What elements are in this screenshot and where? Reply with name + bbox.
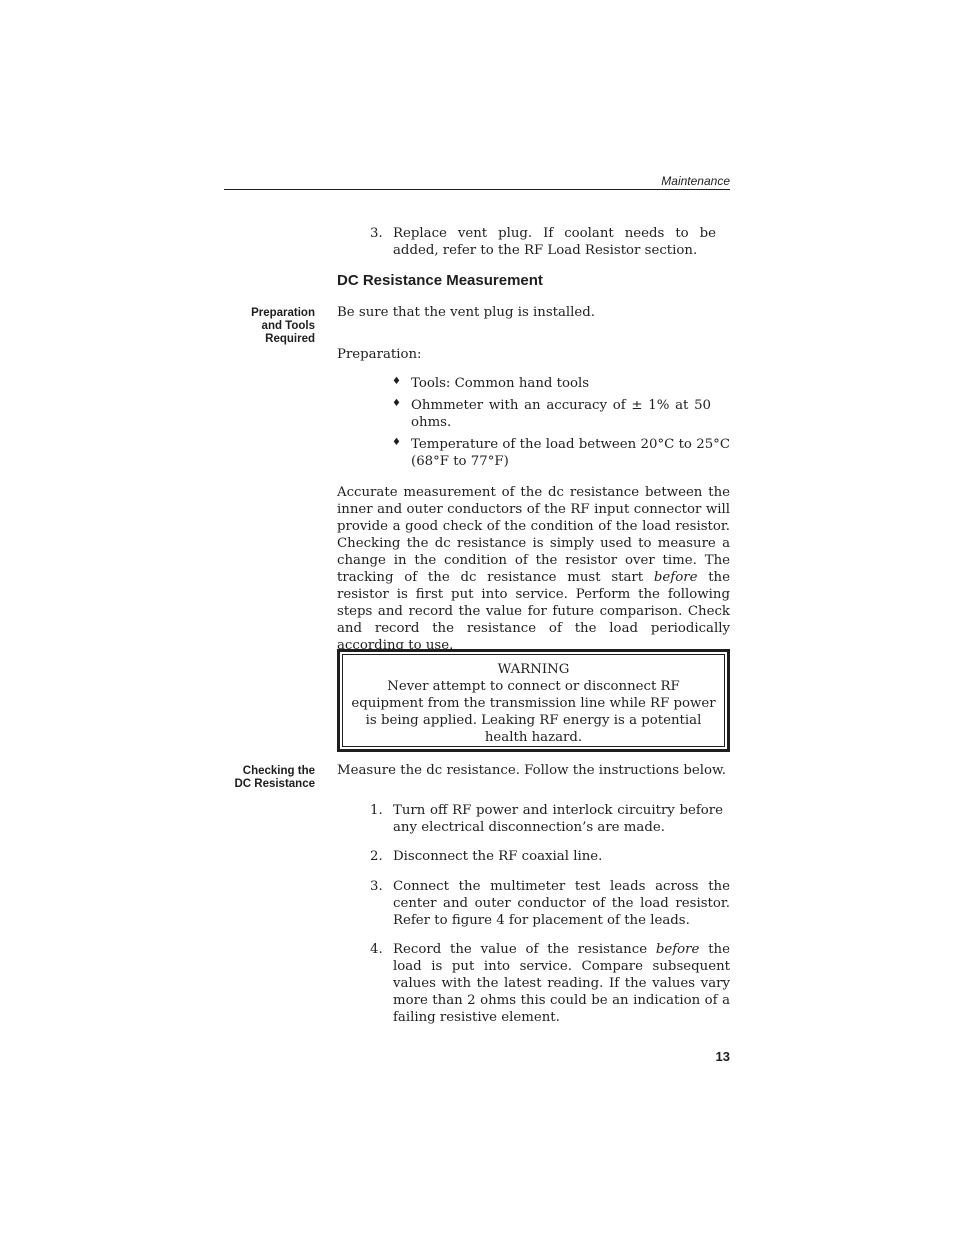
step-number: 4.	[370, 942, 383, 957]
body-text: the resistor is first put into service. Perform the following steps and record the value for future comparison. Check and record the resistance of the load periodically according to use.	[337, 570, 730, 653]
step-text: Connect the multimeter test leads across the center and outer conductor of the load resistor. Refer to figure 4 for placement of the leads.	[393, 879, 730, 928]
warning-text: Never attempt to connect or disconnect RF equipment from the transmission line while RF power is being applied. Leaking RF energy is a potential health hazard.	[351, 679, 716, 745]
side-label-checking	[196, 765, 315, 791]
step-text-part: the load is put into service. Compare subsequent values with the latest reading. If the values vary more than 2 ohms this could be an indication of a failing resistive element.	[393, 942, 730, 1025]
preparation-label: Preparation:	[337, 347, 422, 362]
side-label-preparation	[196, 307, 315, 346]
diamond-bullet-icon: ♦	[392, 376, 401, 387]
step-number: 3.	[370, 879, 383, 894]
warning-title: WARNING	[497, 662, 570, 677]
body-paragraph	[337, 484, 730, 654]
intro-step-number: 3.	[370, 226, 383, 241]
bullet-item: Tools: Common hand tools	[411, 376, 590, 391]
side-label-line: and Tools	[261, 320, 315, 332]
step-number: 1.	[370, 803, 383, 818]
section-heading: DC Resistance Measurement	[337, 272, 543, 289]
warning-box	[337, 649, 730, 752]
step-text: Turn off RF power and interlock circuitry before any electrical disconnection’s are made.	[393, 803, 723, 835]
warning-inner-frame	[342, 654, 725, 747]
step-text	[393, 941, 730, 1026]
page-number: 13	[715, 1049, 730, 1064]
side-label-line: Checking the	[242, 765, 315, 777]
step-number: 2.	[370, 849, 383, 864]
intro-step-text: Replace vent plug. If coolant needs to be added, refer to the RF Load Resistor section.	[393, 226, 716, 258]
bullet-item: Temperature of the load between 20°C to 25°C (68°F to 77°F)	[411, 437, 730, 469]
step-text: Disconnect the RF coaxial line.	[393, 849, 603, 864]
header-rule	[224, 189, 730, 190]
step-emphasis: before	[655, 942, 700, 957]
side-label-line: Required	[265, 333, 315, 345]
running-header: Maintenance	[661, 174, 730, 188]
diamond-bullet-icon: ♦	[392, 398, 401, 409]
checking-intro: Measure the dc resistance. Follow the instructions below.	[337, 763, 727, 778]
bullet-item: Ohmmeter with an accuracy of ± 1% at 50 ohms.	[411, 398, 711, 430]
side-label-line: Preparation	[251, 307, 315, 319]
diamond-bullet-icon: ♦	[392, 437, 401, 448]
step-text-part: Record the value of the resistance	[393, 942, 656, 957]
body-emphasis: before	[653, 570, 698, 585]
body-text: Accurate measurement of the dc resistance between the inner and outer conductors of the RF input connector will provide a good check of the condition of the load resistor. Checking the dc resistance is simply used to measure a change in the condition of the resistor over time. The tracking of the dc resistance must start	[337, 485, 730, 585]
side-label-line: DC Resistance	[234, 778, 315, 790]
vent-plug-text: Be sure that the vent plug is installed.	[337, 305, 596, 320]
